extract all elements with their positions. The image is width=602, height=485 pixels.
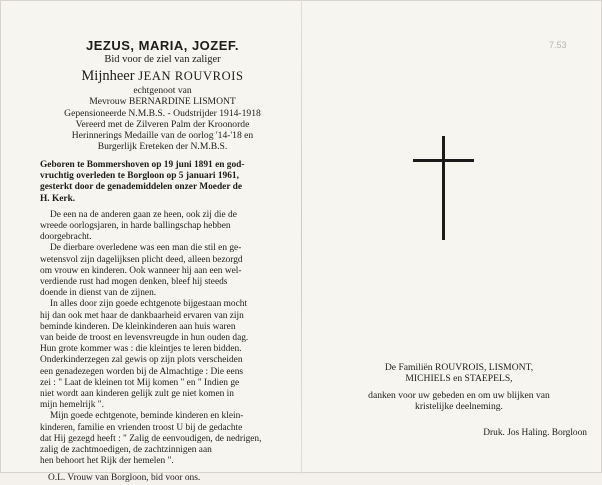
text-line: niet wordt aan kinderen gelijk zult ge niet komen in — [40, 389, 234, 400]
families-line: De Familiën ROUVROIS, LISMONT, — [384, 362, 534, 373]
text-line: De een na de anderen gaan ze heen, ook zij die de — [50, 209, 237, 220]
honours — [40, 108, 285, 152]
paragraph-4 — [40, 411, 285, 467]
text-line: Hun grote kommer was : die kleintjes te leren bidden. — [40, 344, 242, 355]
text-line: verdiende rust had mogen denken, bleef hij steeds — [40, 277, 228, 288]
text-line: doende in dienst van de zijnen. — [40, 288, 157, 299]
paragraph-3 — [40, 299, 285, 411]
pencil-note: 7.53 — [549, 40, 567, 50]
cross-icon — [442, 136, 445, 240]
spouse-title: Mevrouw — [89, 96, 127, 107]
text-line: wreede oorlogsjaren, in harde ballingschap hebben — [40, 221, 231, 232]
text-line: hij dan ook met haar de dankbaarheid ervaren van zijn — [40, 310, 244, 321]
closing-prayer: O.L. Vrouw van Borgloon, bid voor ons. — [48, 473, 201, 484]
relation: echtgenoot van — [133, 85, 192, 96]
cross-icon-bar — [413, 159, 474, 162]
text-line: mijn hemelrijk ". — [40, 400, 104, 411]
honours-line: Herinnerings Medaille van de oorlog '14-'18 en — [71, 130, 254, 141]
invocation: JEZUS, MARIA, JOZEF. — [85, 38, 240, 53]
deceased-name — [40, 67, 285, 85]
text-line: doorgebracht. — [40, 232, 92, 243]
text-line: Mijn goede echtgenote, beminde kinderen en klein- — [50, 411, 244, 422]
text-line: wetensvol zijn dagelijksen plicht deed, alleen bezorgd — [40, 254, 243, 265]
text-line: van beide de troost en levensvreugde in hun ouden dag. — [40, 333, 249, 344]
text-line: kinderen, familie en vrienden troost U bij de gedachte — [40, 422, 243, 433]
birth-death-line: gesterkt door de genademiddelen onzer Moeder de — [40, 182, 243, 193]
right-panel — [302, 0, 602, 473]
birth-death-line: Geboren te Bommershoven op 19 juni 1891 en god- — [40, 160, 245, 170]
left-panel — [40, 38, 285, 485]
text-line: In alles door zijn goede echtgenote bijgestaan mocht — [50, 299, 248, 310]
deceased-title: Mijnheer — [81, 68, 135, 84]
paragraph-2 — [40, 243, 285, 299]
honours-line: Vereerd met de Zilveren Palm der Kroonorde — [75, 119, 250, 130]
text-line: zei : " Laat de kleinen tot Mij komen " en " Indien ge — [40, 377, 240, 388]
spouse-name: BERNARDINE LISMONT — [128, 96, 236, 107]
families-line: MICHIELS en STAEPELS, — [405, 373, 513, 385]
text-line: beminde kinderen. De kleinkinderen aan huis waren — [40, 321, 236, 332]
thanks-line: danken voor uw gebeden en om uw blijken van — [368, 389, 550, 401]
family-thanks — [324, 362, 594, 413]
honours-line: Gepensioneerde N.M.B.S. - Oudstrijder 1914-1918 — [64, 108, 261, 119]
text-line: dat Hij gezegd heeft : " Zalig de eenvoudigen, de nedrigen, — [40, 433, 262, 444]
printer-credit: Druk. Jos Haling. Borgloon — [483, 428, 587, 438]
birth-death-line: vruchtig overleden te Borgloon op 5 januari 1961, — [40, 171, 239, 182]
honours-line: Burgerlijk Ereteken der N.M.B.S. — [97, 141, 228, 152]
text-line: De dierbare overledene was een man die stil en ge- — [50, 243, 242, 254]
birth-death-statement — [40, 160, 285, 205]
text-line: zalig de zachtmoedigen, de zachtzinnigen aan — [40, 445, 212, 456]
text-line: Onderkinderzegen zal gewis op zijn plots verscheiden — [40, 355, 243, 366]
birth-death-line: H. Kerk. — [40, 193, 76, 204]
deceased-full-name: JEAN ROUVROIS — [138, 69, 244, 83]
prayer-request: Bid voor de ziel van zaliger — [104, 54, 221, 65]
paragraph-1 — [40, 210, 285, 244]
thanks-line: kristelijke deelneming. — [415, 401, 503, 413]
text-line: hen behoort het Rijk der hemelen ". — [40, 456, 174, 467]
text-line: een genadezegen worden bij de Almachtige : Die eens — [40, 366, 244, 377]
text-line: om vrouw en kinderen. Ook wanneer hij aan een wel- — [40, 265, 242, 276]
spouse — [40, 96, 285, 107]
